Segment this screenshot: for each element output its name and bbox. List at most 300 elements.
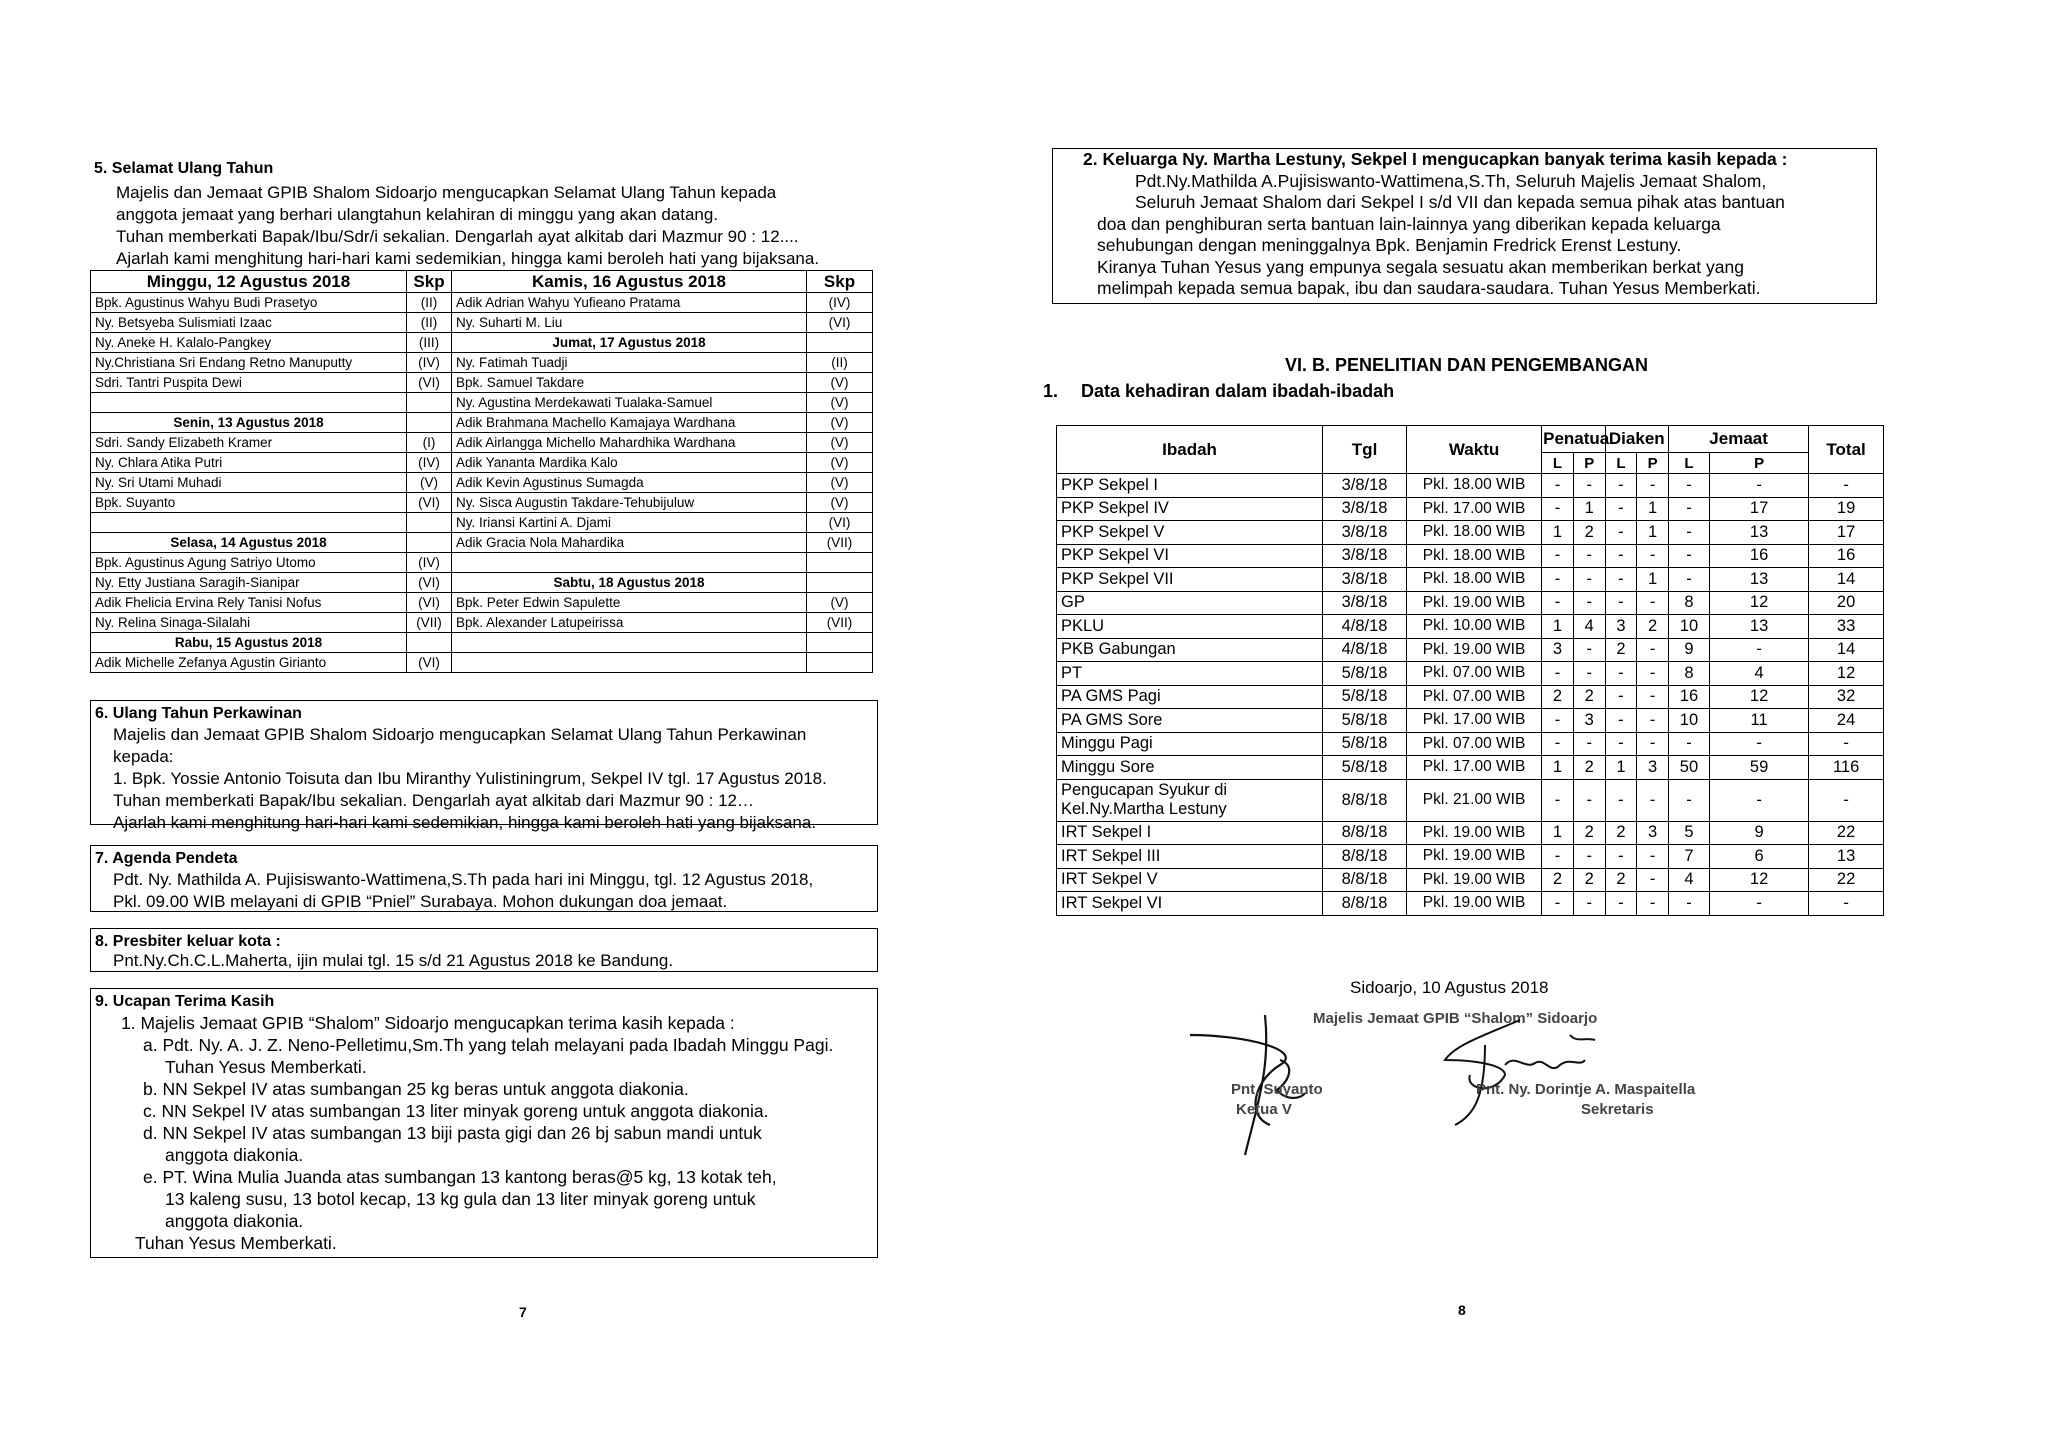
birthday-name-left: Ny. Chlara Atika Putri — [91, 453, 407, 473]
birthday-skp-left — [407, 633, 452, 653]
birthday-skp-right — [807, 333, 873, 353]
signer-2-name: Pnt. Ny. Dorintje A. Maspaitella — [1476, 1081, 1696, 1098]
header-diaken-p: P — [1637, 453, 1669, 474]
birthday-name-right: Bpk. Samuel Takdare — [452, 373, 807, 393]
table-row — [91, 573, 873, 593]
thanks-subitem-line: Tuhan Yesus Memberkati. — [165, 1057, 367, 1077]
birthday-name-left: Adik Fhelicia Ervina Rely Tanisi Nofus — [91, 593, 407, 613]
birthday-name-left: Ny. Betsyeba Sulismiati Izaac — [91, 313, 407, 333]
diaken-p-cell: 3 — [1637, 821, 1669, 845]
diaken-p-cell: - — [1637, 591, 1669, 615]
table-row — [1057, 638, 1884, 662]
section-9-box — [90, 988, 878, 1258]
jemaat-p-cell: 13 — [1709, 615, 1808, 639]
diaken-p-cell: - — [1637, 662, 1669, 686]
section-8-title: 8. Presbiter keluar kota : — [95, 933, 281, 950]
table-row — [1057, 615, 1884, 639]
signer-1-role: Ketua V — [1236, 1101, 1292, 1118]
table-row — [91, 373, 873, 393]
penatua-p-cell: 1 — [1573, 497, 1605, 521]
birthday-skp-left: (IV) — [407, 453, 452, 473]
diaken-l-cell: 2 — [1605, 821, 1637, 845]
birthday-skp-left — [407, 413, 452, 433]
ibadah-cell: PKLU — [1057, 615, 1323, 639]
birthday-header-sunday: Minggu, 12 Agustus 2018 — [91, 271, 407, 293]
table-row — [1057, 821, 1884, 845]
birthday-skp-left: (VI) — [407, 373, 452, 393]
header-jemaat-l: L — [1669, 453, 1710, 474]
header-penatua-l: L — [1542, 453, 1574, 474]
thanks-closing: Tuhan Yesus Memberkati. — [135, 1233, 337, 1253]
birthday-skp-right: (V) — [807, 393, 873, 413]
penatua-p-cell: 2 — [1573, 521, 1605, 545]
birthday-skp-left: (II) — [407, 293, 452, 313]
birthday-skp-right: (VII) — [807, 533, 873, 553]
table-row — [1057, 845, 1884, 869]
thanks-subitem-line: d. NN Sekpel IV atas sumbangan 13 biji pasta gigi dan 26 bj sabun mandi untuk — [143, 1123, 762, 1143]
birthday-table — [90, 270, 873, 673]
thanks-box-2-line: melimpah kepada semua bapak, ibu dan saudara-saudara. Tuhan Yesus Memberkati. — [1097, 278, 1761, 298]
total-cell: - — [1809, 779, 1884, 821]
tgl-cell: 8/8/18 — [1323, 845, 1407, 869]
jemaat-p-cell: - — [1709, 779, 1808, 821]
birthday-skp-left: (IV) — [407, 553, 452, 573]
total-cell: - — [1809, 732, 1884, 756]
penatua-p-cell: 2 — [1573, 868, 1605, 892]
jemaat-p-cell: 13 — [1709, 521, 1808, 545]
header-diaken-l: L — [1605, 453, 1637, 474]
jemaat-l-cell: 8 — [1669, 662, 1710, 686]
table-row — [1057, 892, 1884, 916]
jemaat-l-cell: - — [1669, 779, 1710, 821]
penatua-p-cell: - — [1573, 568, 1605, 592]
section-6-line: 1. Bpk. Yossie Antonio Toisuta dan Ibu Miranthy Yulistiningrum, Sekpel IV tgl. 17 Agustus 2018. — [113, 769, 827, 788]
penatua-l-cell: 1 — [1542, 521, 1574, 545]
diaken-l-cell: - — [1605, 709, 1637, 733]
ibadah-cell: PKP Sekpel V — [1057, 521, 1323, 545]
birthday-skp-left: (VII) — [407, 613, 452, 633]
waktu-cell: Pkl. 17.00 WIB — [1407, 709, 1542, 733]
birthday-name-right: Ny. Fatimah Tuadji — [452, 353, 807, 373]
birthday-name-right: Ny. Sisca Augustin Takdare-Tehubijuluw — [452, 493, 807, 513]
tgl-cell: 5/8/18 — [1323, 709, 1407, 733]
tgl-cell: 3/8/18 — [1323, 568, 1407, 592]
table-row — [91, 453, 873, 473]
waktu-cell: Pkl. 07.00 WIB — [1407, 662, 1542, 686]
birthday-header-thursday: Kamis, 16 Agustus 2018 — [452, 271, 807, 293]
diaken-l-cell: - — [1605, 568, 1637, 592]
ibadah-cell: Pengucapan Syukur di Kel.Ny.Martha Lestuny — [1057, 779, 1323, 821]
tgl-cell: 8/8/18 — [1323, 892, 1407, 916]
thanks-box-2 — [1052, 148, 1877, 304]
jemaat-l-cell: 50 — [1669, 756, 1710, 780]
waktu-cell: Pkl. 07.00 WIB — [1407, 732, 1542, 756]
jemaat-p-cell: - — [1709, 638, 1808, 662]
section-6-box — [90, 700, 878, 832]
thanks-subitem-line: a. Pdt. Ny. A. J. Z. Neno-Pelletimu,Sm.Th yang telah melayani pada Ibadah Minggu Pagi. — [143, 1035, 834, 1055]
birthday-name-right: Ny. Suharti M. Liu — [452, 313, 807, 333]
table-row — [91, 593, 873, 613]
diaken-p-cell: 1 — [1637, 521, 1669, 545]
ibadah-cell: Minggu Pagi — [1057, 732, 1323, 756]
birthday-header-skp-2: Skp — [807, 271, 873, 293]
diaken-p-cell: - — [1637, 544, 1669, 568]
jemaat-p-cell: 13 — [1709, 568, 1808, 592]
section-7-body — [113, 869, 813, 913]
ibadah-cell: IRT Sekpel I — [1057, 821, 1323, 845]
header-jemaat-p: P — [1709, 453, 1808, 474]
birthday-name-right: Bpk. Peter Edwin Sapulette — [452, 593, 807, 613]
birthday-name-left — [91, 513, 407, 533]
diaken-p-cell: - — [1637, 892, 1669, 916]
thanks-box-2-line: Pdt.Ny.Mathilda A.Pujisiswanto-Wattimena,S.Th, Seluruh Majelis Jemaat Shalom, — [1135, 170, 1767, 191]
jemaat-l-cell: 8 — [1669, 591, 1710, 615]
birthday-skp-right — [807, 573, 873, 593]
penatua-l-cell: 2 — [1542, 868, 1574, 892]
birthday-skp-right — [807, 653, 873, 673]
jemaat-l-cell: 10 — [1669, 615, 1710, 639]
birthday-skp-left: (VI) — [407, 593, 452, 613]
total-cell: - — [1809, 474, 1884, 498]
section-5-line: anggota jemaat yang berhari ulangtahun kelahiran di minggu yang akan datang. — [116, 205, 719, 224]
jemaat-l-cell: - — [1669, 474, 1710, 498]
waktu-cell: Pkl. 18.00 WIB — [1407, 474, 1542, 498]
total-cell: 20 — [1809, 591, 1884, 615]
tgl-cell: 3/8/18 — [1323, 474, 1407, 498]
diaken-l-cell: 3 — [1605, 615, 1637, 639]
penatua-p-cell: - — [1573, 779, 1605, 821]
penatua-p-cell: - — [1573, 638, 1605, 662]
section-5-line: Ajarlah kami menghitung hari-hari kami sedemikian, hingga kami beroleh hati yang bijaksana. — [116, 249, 820, 268]
thanks-box-2-line: 2. Keluarga Ny. Martha Lestuny, Sekpel I mengucapkan banyak terima kasih kepada : — [1083, 149, 1788, 169]
diaken-l-cell: - — [1605, 544, 1637, 568]
birthday-skp-left — [407, 533, 452, 553]
diaken-l-cell: - — [1605, 521, 1637, 545]
total-cell: 14 — [1809, 638, 1884, 662]
diaken-p-cell: 3 — [1637, 756, 1669, 780]
thanks-box-2-body — [1083, 149, 1787, 300]
penatua-p-cell: - — [1573, 544, 1605, 568]
tgl-cell: 5/8/18 — [1323, 685, 1407, 709]
header-waktu: Waktu — [1407, 426, 1542, 474]
waktu-cell: Pkl. 19.00 WIB — [1407, 845, 1542, 869]
jemaat-l-cell: 7 — [1669, 845, 1710, 869]
thanks-box-2-line: doa dan penghiburan serta bantuan lain-lainnya yang diberikan kepada keluarga — [1097, 213, 1721, 234]
thanks-subitem-line: anggota diakonia. — [165, 1145, 304, 1165]
waktu-cell: Pkl. 10.00 WIB — [1407, 615, 1542, 639]
penatua-p-cell: - — [1573, 892, 1605, 916]
birthday-skp-right: (V) — [807, 473, 873, 493]
penatua-l-cell: 1 — [1542, 821, 1574, 845]
ibadah-cell: PKP Sekpel IV — [1057, 497, 1323, 521]
tgl-cell: 3/8/18 — [1323, 591, 1407, 615]
jemaat-l-cell: 16 — [1669, 685, 1710, 709]
birthday-skp-right: (V) — [807, 453, 873, 473]
table-row — [91, 633, 873, 653]
penatua-l-cell: - — [1542, 497, 1574, 521]
thanks-box-2-line: Kiranya Tuhan Yesus yang empunya segala sesuatu akan memberikan berkat yang — [1097, 256, 1744, 277]
birthday-skp-left: (I) — [407, 433, 452, 453]
section-6-line: Tuhan memberkati Bapak/Ibu sekalian. Dengarlah ayat alkitab dari Mazmur 90 : 12… — [113, 791, 754, 810]
jemaat-l-cell: - — [1669, 497, 1710, 521]
jemaat-p-cell: 12 — [1709, 685, 1808, 709]
jemaat-p-cell: - — [1709, 732, 1808, 756]
section-7-line: Pkl. 09.00 WIB melayani di GPIB “Pniel” Surabaya. Mohon dukungan doa jemaat. — [113, 892, 728, 911]
total-cell: 32 — [1809, 685, 1884, 709]
section-9-title: 9. Ucapan Terima Kasih — [95, 993, 275, 1010]
total-cell: 17 — [1809, 521, 1884, 545]
subsection-number: 1. — [1043, 381, 1059, 401]
table-row — [1057, 474, 1884, 498]
signature-maspaitella — [1445, 1020, 1595, 1125]
tgl-cell: 4/8/18 — [1323, 638, 1407, 662]
table-row — [1057, 497, 1884, 521]
header-penatua-p: P — [1573, 453, 1605, 474]
tgl-cell: 4/8/18 — [1323, 615, 1407, 639]
birthday-skp-left — [407, 393, 452, 413]
table-row — [1057, 709, 1884, 733]
diaken-l-cell: - — [1605, 497, 1637, 521]
jemaat-p-cell: - — [1709, 892, 1808, 916]
diaken-p-cell: - — [1637, 709, 1669, 733]
table-row — [1057, 591, 1884, 615]
signature-org: Majelis Jemaat GPIB “Shalom” Sidoarjo — [1313, 1010, 1598, 1027]
birthday-name-right: Bpk. Alexander Latupeirissa — [452, 613, 807, 633]
thanks-subitem-line: b. NN Sekpel IV atas sumbangan 25 kg beras untuk anggota diakonia. — [143, 1079, 689, 1099]
jemaat-p-cell: 17 — [1709, 497, 1808, 521]
thanks-box-2-line: sehubungan dengan meninggalnya Bpk. Benjamin Fredrick Erenst Lestuny. — [1097, 235, 1682, 255]
diaken-p-cell: 2 — [1637, 615, 1669, 639]
penatua-l-cell: 1 — [1542, 615, 1574, 639]
jemaat-p-cell: 6 — [1709, 845, 1808, 869]
thanks-box-2-line: Seluruh Jemaat Shalom dari Sekpel I s/d VII dan kepada semua pihak atas bantuan — [1135, 192, 1785, 212]
section-6-line: Ajarlah kami menghitung hari-hari kami sedemikian, hingga kami beroleh hati yang bijaksana. — [113, 813, 817, 832]
thanks-subitems — [143, 1034, 833, 1232]
table-row — [91, 333, 873, 353]
header-diaken: Diaken — [1605, 426, 1668, 453]
birthday-name-left: Bpk. Agustinus Wahyu Budi Prasetyo — [91, 293, 407, 313]
header-tgl: Tgl — [1323, 426, 1407, 474]
diaken-l-cell: - — [1605, 474, 1637, 498]
section-8-body: Pnt.Ny.Ch.C.L.Maherta, ijin mulai tgl. 15 s/d 21 Agustus 2018 ke Bandung. — [113, 951, 674, 970]
jemaat-l-cell: - — [1669, 732, 1710, 756]
ibadah-cell: PA GMS Sore — [1057, 709, 1323, 733]
tgl-cell: 8/8/18 — [1323, 779, 1407, 821]
total-cell: 24 — [1809, 709, 1884, 733]
birthday-name-left: Ny. Aneke H. Kalalo-Pangkey — [91, 333, 407, 353]
birthday-name-right — [452, 653, 807, 673]
section-7-box — [90, 845, 878, 912]
birthday-name-right: Adik Gracia Nola Mahardika — [452, 533, 807, 553]
total-cell: 19 — [1809, 497, 1884, 521]
total-cell: 16 — [1809, 544, 1884, 568]
penatua-l-cell: - — [1542, 662, 1574, 686]
diaken-l-cell: - — [1605, 662, 1637, 686]
jemaat-p-cell: 12 — [1709, 591, 1808, 615]
table-row — [91, 353, 873, 373]
penatua-l-cell: - — [1542, 732, 1574, 756]
jemaat-l-cell: - — [1669, 521, 1710, 545]
ibadah-cell: PKB Gabungan — [1057, 638, 1323, 662]
birthday-skp-left: (VI) — [407, 493, 452, 513]
birthday-skp-right: (IV) — [807, 293, 873, 313]
diaken-p-cell: - — [1637, 685, 1669, 709]
penatua-p-cell: 2 — [1573, 685, 1605, 709]
diaken-l-cell: - — [1605, 685, 1637, 709]
birthday-name-right: Adik Adrian Wahyu Yufieano Pratama — [452, 293, 807, 313]
thanks-subitem-line: anggota diakonia. — [165, 1211, 304, 1231]
birthday-skp-right: (VI) — [807, 513, 873, 533]
header-penatua: Penatua — [1542, 426, 1605, 453]
penatua-p-cell: - — [1573, 662, 1605, 686]
birthday-skp-right: (VI) — [807, 313, 873, 333]
birthday-name-left: Adik Michelle Zefanya Agustin Girianto — [91, 653, 407, 673]
birthday-skp-left — [407, 513, 452, 533]
ibadah-cell: PA GMS Pagi — [1057, 685, 1323, 709]
birthday-skp-left: (VI) — [407, 653, 452, 673]
tgl-cell: 5/8/18 — [1323, 662, 1407, 686]
diaken-l-cell: 1 — [1605, 756, 1637, 780]
penatua-l-cell: 3 — [1542, 638, 1574, 662]
section-6-body — [113, 724, 827, 834]
section-6-line: Majelis dan Jemaat GPIB Shalom Sidoarjo mengucapkan Selamat Ulang Tahun Perkawinan — [113, 725, 807, 744]
tgl-cell: 3/8/18 — [1323, 544, 1407, 568]
waktu-cell: Pkl. 17.00 WIB — [1407, 756, 1542, 780]
diaken-l-cell: - — [1605, 892, 1637, 916]
table-row — [1057, 868, 1884, 892]
diaken-p-cell: 1 — [1637, 568, 1669, 592]
birthday-name-left — [91, 393, 407, 413]
diaken-p-cell: 1 — [1637, 497, 1669, 521]
table-row — [1057, 732, 1884, 756]
birthday-skp-right: (V) — [807, 413, 873, 433]
waktu-cell: Pkl. 19.00 WIB — [1407, 868, 1542, 892]
table-row — [91, 513, 873, 533]
ibadah-cell: PKP Sekpel I — [1057, 474, 1323, 498]
birthday-name-left: Ny. Etty Justiana Saragih-Sianipar — [91, 573, 407, 593]
jemaat-l-cell: - — [1669, 544, 1710, 568]
tgl-cell: 3/8/18 — [1323, 521, 1407, 545]
diaken-p-cell: - — [1637, 845, 1669, 869]
penatua-p-cell: - — [1573, 845, 1605, 869]
penatua-l-cell: 2 — [1542, 685, 1574, 709]
section-6-line: kepada: — [113, 747, 174, 766]
table-row — [91, 493, 873, 513]
ibadah-cell: PKP Sekpel VI — [1057, 544, 1323, 568]
birthday-skp-right: (VII) — [807, 613, 873, 633]
total-cell: 14 — [1809, 568, 1884, 592]
birthday-skp-left: (III) — [407, 333, 452, 353]
table-row — [91, 313, 873, 333]
diaken-p-cell: - — [1637, 474, 1669, 498]
birthday-name-right: Adik Kevin Agustinus Sumagda — [452, 473, 807, 493]
birthday-skp-right: (V) — [807, 373, 873, 393]
penatua-p-cell: 2 — [1573, 821, 1605, 845]
total-cell: - — [1809, 892, 1884, 916]
jemaat-l-cell: - — [1669, 568, 1710, 592]
birthday-name-left: Ny. Relina Sinaga-Silalahi — [91, 613, 407, 633]
diaken-l-cell: - — [1605, 845, 1637, 869]
section-6-title: 6. Ulang Tahun Perkawinan — [95, 705, 302, 722]
table-row — [91, 413, 873, 433]
diaken-p-cell: - — [1637, 779, 1669, 821]
birthday-skp-right: (V) — [807, 433, 873, 453]
diaken-l-cell: 2 — [1605, 868, 1637, 892]
jemaat-l-cell: 9 — [1669, 638, 1710, 662]
birthday-name-right: Sabtu, 18 Agustus 2018 — [452, 573, 807, 593]
section-7-title: 7. Agenda Pendeta — [95, 850, 238, 867]
header-jemaat: Jemaat — [1669, 426, 1809, 453]
thanks-subitem-line: c. NN Sekpel IV atas sumbangan 13 liter minyak goreng untuk anggota diakonia. — [143, 1101, 769, 1121]
thanks-item-1: 1. Majelis Jemaat GPIB “Shalom” Sidoarjo mengucapkan terima kasih kepada : — [121, 1013, 735, 1033]
jemaat-p-cell: 9 — [1709, 821, 1808, 845]
birthday-name-left: Ny. Sri Utami Muhadi — [91, 473, 407, 493]
birthday-skp-left: (IV) — [407, 353, 452, 373]
diaken-l-cell: 2 — [1605, 638, 1637, 662]
birthday-name-left: Selasa, 14 Agustus 2018 — [91, 533, 407, 553]
birthday-name-left: Sdri. Sandy Elizabeth Kramer — [91, 433, 407, 453]
table-row — [91, 613, 873, 633]
table-row — [1057, 685, 1884, 709]
signer-1-name: Pnt. Suyanto — [1231, 1081, 1323, 1098]
table-row — [1057, 521, 1884, 545]
total-cell: 13 — [1809, 845, 1884, 869]
total-cell: 22 — [1809, 868, 1884, 892]
penatua-l-cell: - — [1542, 544, 1574, 568]
penatua-p-cell: - — [1573, 474, 1605, 498]
total-cell: 22 — [1809, 821, 1884, 845]
penatua-l-cell: - — [1542, 845, 1574, 869]
subsection-title: Data kehadiran dalam ibadah-ibadah — [1081, 381, 1395, 401]
birthday-skp-right — [807, 553, 873, 573]
birthday-name-right: Adik Brahmana Machello Kamajaya Wardhana — [452, 413, 807, 433]
penatua-p-cell: - — [1573, 732, 1605, 756]
header-ibadah: Ibadah — [1057, 426, 1323, 474]
birthday-skp-right: (V) — [807, 593, 873, 613]
birthday-name-left: Rabu, 15 Agustus 2018 — [91, 633, 407, 653]
ibadah-cell: PT — [1057, 662, 1323, 686]
signer-2-role: Sekretaris — [1581, 1101, 1654, 1118]
section-title: VI. B. PENELITIAN DAN PENGEMBANGAN — [1285, 355, 1649, 375]
diaken-p-cell: - — [1637, 732, 1669, 756]
birthday-name-left: Ny.Christiana Sri Endang Retno Manuputty — [91, 353, 407, 373]
table-row — [1057, 756, 1884, 780]
table-row — [91, 653, 873, 673]
table-row — [91, 553, 873, 573]
jemaat-p-cell: 59 — [1709, 756, 1808, 780]
waktu-cell: Pkl. 19.00 WIB — [1407, 821, 1542, 845]
ibadah-cell: IRT Sekpel III — [1057, 845, 1323, 869]
penatua-l-cell: - — [1542, 474, 1574, 498]
diaken-l-cell: - — [1605, 732, 1637, 756]
penatua-p-cell: 2 — [1573, 756, 1605, 780]
birthday-skp-right: (II) — [807, 353, 873, 373]
birthday-skp-right: (V) — [807, 493, 873, 513]
page-number-right: 8 — [1458, 1302, 1466, 1318]
total-cell: 12 — [1809, 662, 1884, 686]
jemaat-l-cell: 10 — [1669, 709, 1710, 733]
ibadah-cell: IRT Sekpel VI — [1057, 892, 1323, 916]
waktu-cell: Pkl. 21.00 WIB — [1407, 779, 1542, 821]
jemaat-l-cell: 5 — [1669, 821, 1710, 845]
waktu-cell: Pkl. 18.00 WIB — [1407, 544, 1542, 568]
diaken-p-cell: - — [1637, 638, 1669, 662]
waktu-cell: Pkl. 18.00 WIB — [1407, 568, 1542, 592]
birthday-skp-left: (VI) — [407, 573, 452, 593]
table-row — [1057, 662, 1884, 686]
table-row — [91, 533, 873, 553]
section-5-line: Majelis dan Jemaat GPIB Shalom Sidoarjo mengucapkan Selamat Ulang Tahun kepada — [116, 183, 777, 202]
